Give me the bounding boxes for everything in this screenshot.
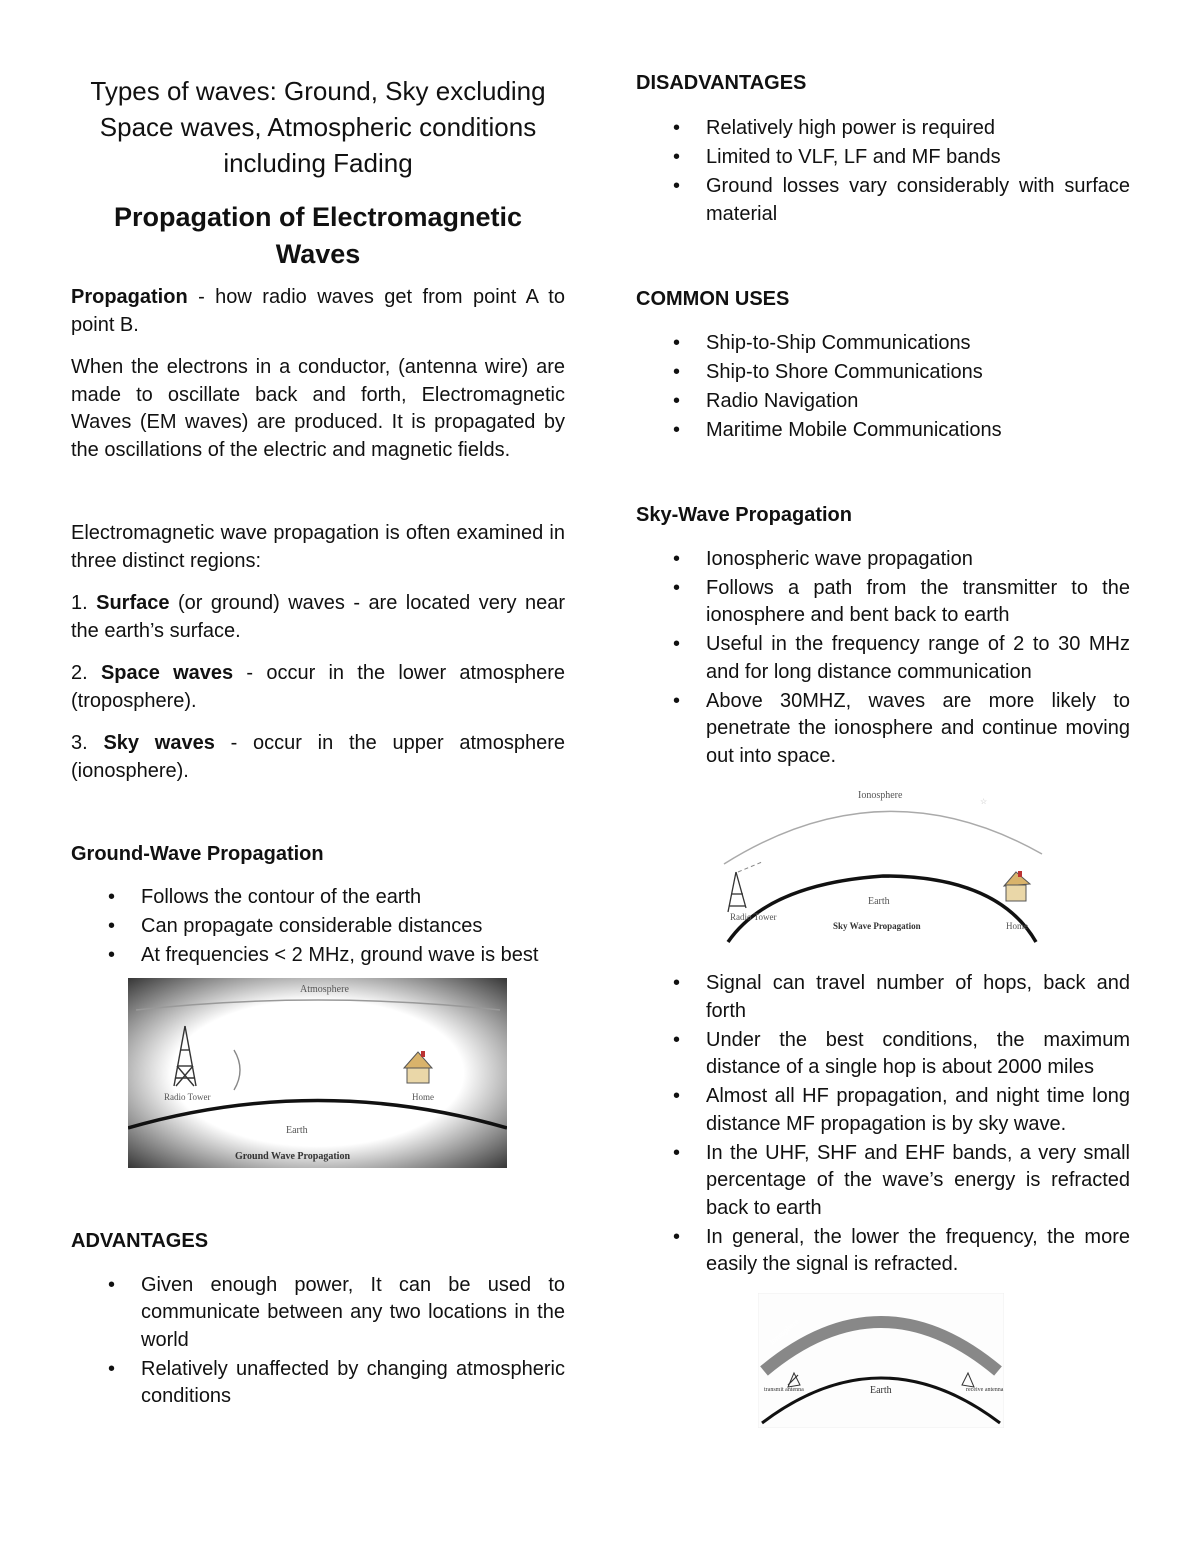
list-item: • Ship-to Shore Communications [636, 359, 1130, 387]
region-3-text: - occur in the upper atmosphere (ionosphere). [71, 732, 565, 782]
em-paragraph: When the electrons in a conductor, (antenna wire) are made to oscillate back and forth, Electromagnetic Waves (EM waves) are produced. It is propagated by the oscillations of the electric and magnetic fields. [71, 356, 565, 461]
list-item: • Relatively unaffected by changing atmospheric conditions [71, 1356, 565, 1411]
radio-tower-label: Radio Tower [730, 912, 777, 922]
region-1-term: Surface [96, 592, 170, 614]
region-2-num: 2. [71, 662, 101, 684]
list-item: • Above 30MHZ, waves are more likely to penetrate the ionosphere and continue moving out into space. [636, 688, 1130, 771]
list-item: • Signal can travel number of hops, back and forth [636, 970, 1130, 1025]
earth-curve [728, 876, 1036, 942]
disadvantages-list [636, 115, 1130, 228]
list-item: • At frequencies < 2 MHz, ground wave is best [71, 942, 565, 970]
ground-wave-heading: Ground-Wave Propagation [71, 843, 324, 865]
left-column [71, 70, 565, 1412]
ground-wave-figure [128, 978, 507, 1168]
vignette-background [128, 978, 507, 1168]
list-item: • Relatively high power is required [636, 115, 1130, 143]
region-1-num: 1. [71, 592, 97, 614]
region-3-term: Sky waves [103, 732, 215, 754]
list-item: • Given enough power, It can be used to communicate between any two locations in the world [71, 1272, 565, 1355]
list-item: • Useful in the frequency range of 2 to 30 MHz and for long distance communication [636, 631, 1130, 686]
list-item: • Ship-to-Ship Communications [636, 330, 1130, 358]
list-item: • Limited to VLF, LF and MF bands [636, 144, 1130, 172]
propagation-definition [71, 284, 565, 339]
main-heading: Propagation of Electromagnetic Waves [113, 202, 523, 269]
watermark-text: ☆ [980, 797, 988, 806]
region-1-text: (or ground) waves - are located very near the earth’s surface. [71, 592, 565, 642]
home-icon [1004, 871, 1030, 901]
region-3-num: 3. [71, 732, 104, 754]
figure-background [758, 1293, 1004, 1428]
figure-caption: Ground Wave Propagation [235, 1150, 351, 1162]
list-item: • Almost all HF propagation, and night time long distance MF propagation is by sky wave. [636, 1083, 1130, 1138]
home-label: Home [1006, 921, 1028, 931]
earth-label: Earth [870, 1384, 892, 1396]
list-item: • Ionospheric wave propagation [636, 546, 1130, 574]
regions-paragraph: Electromagnetic wave propagation is often examined in three distinct regions: [71, 522, 565, 572]
disadvantages-heading: DISADVANTAGES [636, 72, 807, 94]
region-1 [71, 590, 565, 645]
home-label: Home [412, 1091, 434, 1102]
sky-wave-figure [718, 784, 1048, 950]
sky-wave-list [636, 546, 1130, 771]
figure-caption: Sky Wave Propagation [833, 921, 921, 931]
region-2-term: Space waves [100, 662, 234, 684]
common-uses-heading: COMMON USES [636, 288, 790, 310]
atmosphere-label: Atmosphere [300, 983, 349, 995]
document-title: Types of waves: Ground, Sky excluding Space waves, Atmospheric conditions including Fading [90, 76, 546, 178]
region-3 [71, 730, 565, 785]
radio-tower-label: Radio Tower [164, 1091, 211, 1102]
list-item: • Follows the contour of the earth [71, 884, 565, 912]
ionosphere-arc [724, 811, 1042, 864]
region-2 [71, 660, 565, 715]
list-item: • Ground losses vary considerably with surface material [636, 173, 1130, 228]
hop-figure [758, 1293, 1004, 1428]
signal-path [738, 862, 762, 872]
list-item: • Radio Navigation [636, 388, 1130, 416]
list-item: • In general, the lower the frequency, the more easily the signal is refracted. [636, 1224, 1130, 1279]
list-item: • In the UHF, SHF and EHF bands, a very small percentage of the wave’s energy is refracted back to earth [636, 1140, 1130, 1223]
sky-wave-list-2 [636, 970, 1130, 1279]
earth-label: Earth [286, 1124, 308, 1136]
receive-label: receive antenna [966, 1386, 1004, 1393]
ionosphere-label: Ionosphere [858, 790, 903, 801]
common-uses-list [636, 330, 1130, 445]
ionosphere-label: Ionosphere [767, 1316, 801, 1347]
region-2-text: - occur in the lower atmosphere (troposphere). [71, 662, 566, 712]
advantages-heading: ADVANTAGES [71, 1229, 209, 1252]
advantages-list [71, 1272, 565, 1411]
earth-label: Earth [868, 896, 890, 907]
radio-tower-icon [728, 872, 746, 912]
ground-wave-list [71, 884, 565, 970]
right-column [636, 70, 1130, 1428]
propagation-term: Propagation [71, 286, 188, 308]
list-item: • Can propagate considerable distances [71, 913, 565, 941]
sky-wave-heading: Sky-Wave Propagation [636, 503, 852, 526]
transmit-label: transmit antenna [764, 1386, 804, 1393]
list-item: • Maritime Mobile Communications [636, 417, 1130, 445]
propagation-def-text: - how radio waves get from point A to point B. [71, 286, 565, 336]
list-item: • Under the best conditions, the maximum distance of a single hop is about 2000 miles [636, 1027, 1130, 1082]
list-item: • Follows a path from the transmitter to the ionosphere and bent back to earth [636, 575, 1130, 630]
